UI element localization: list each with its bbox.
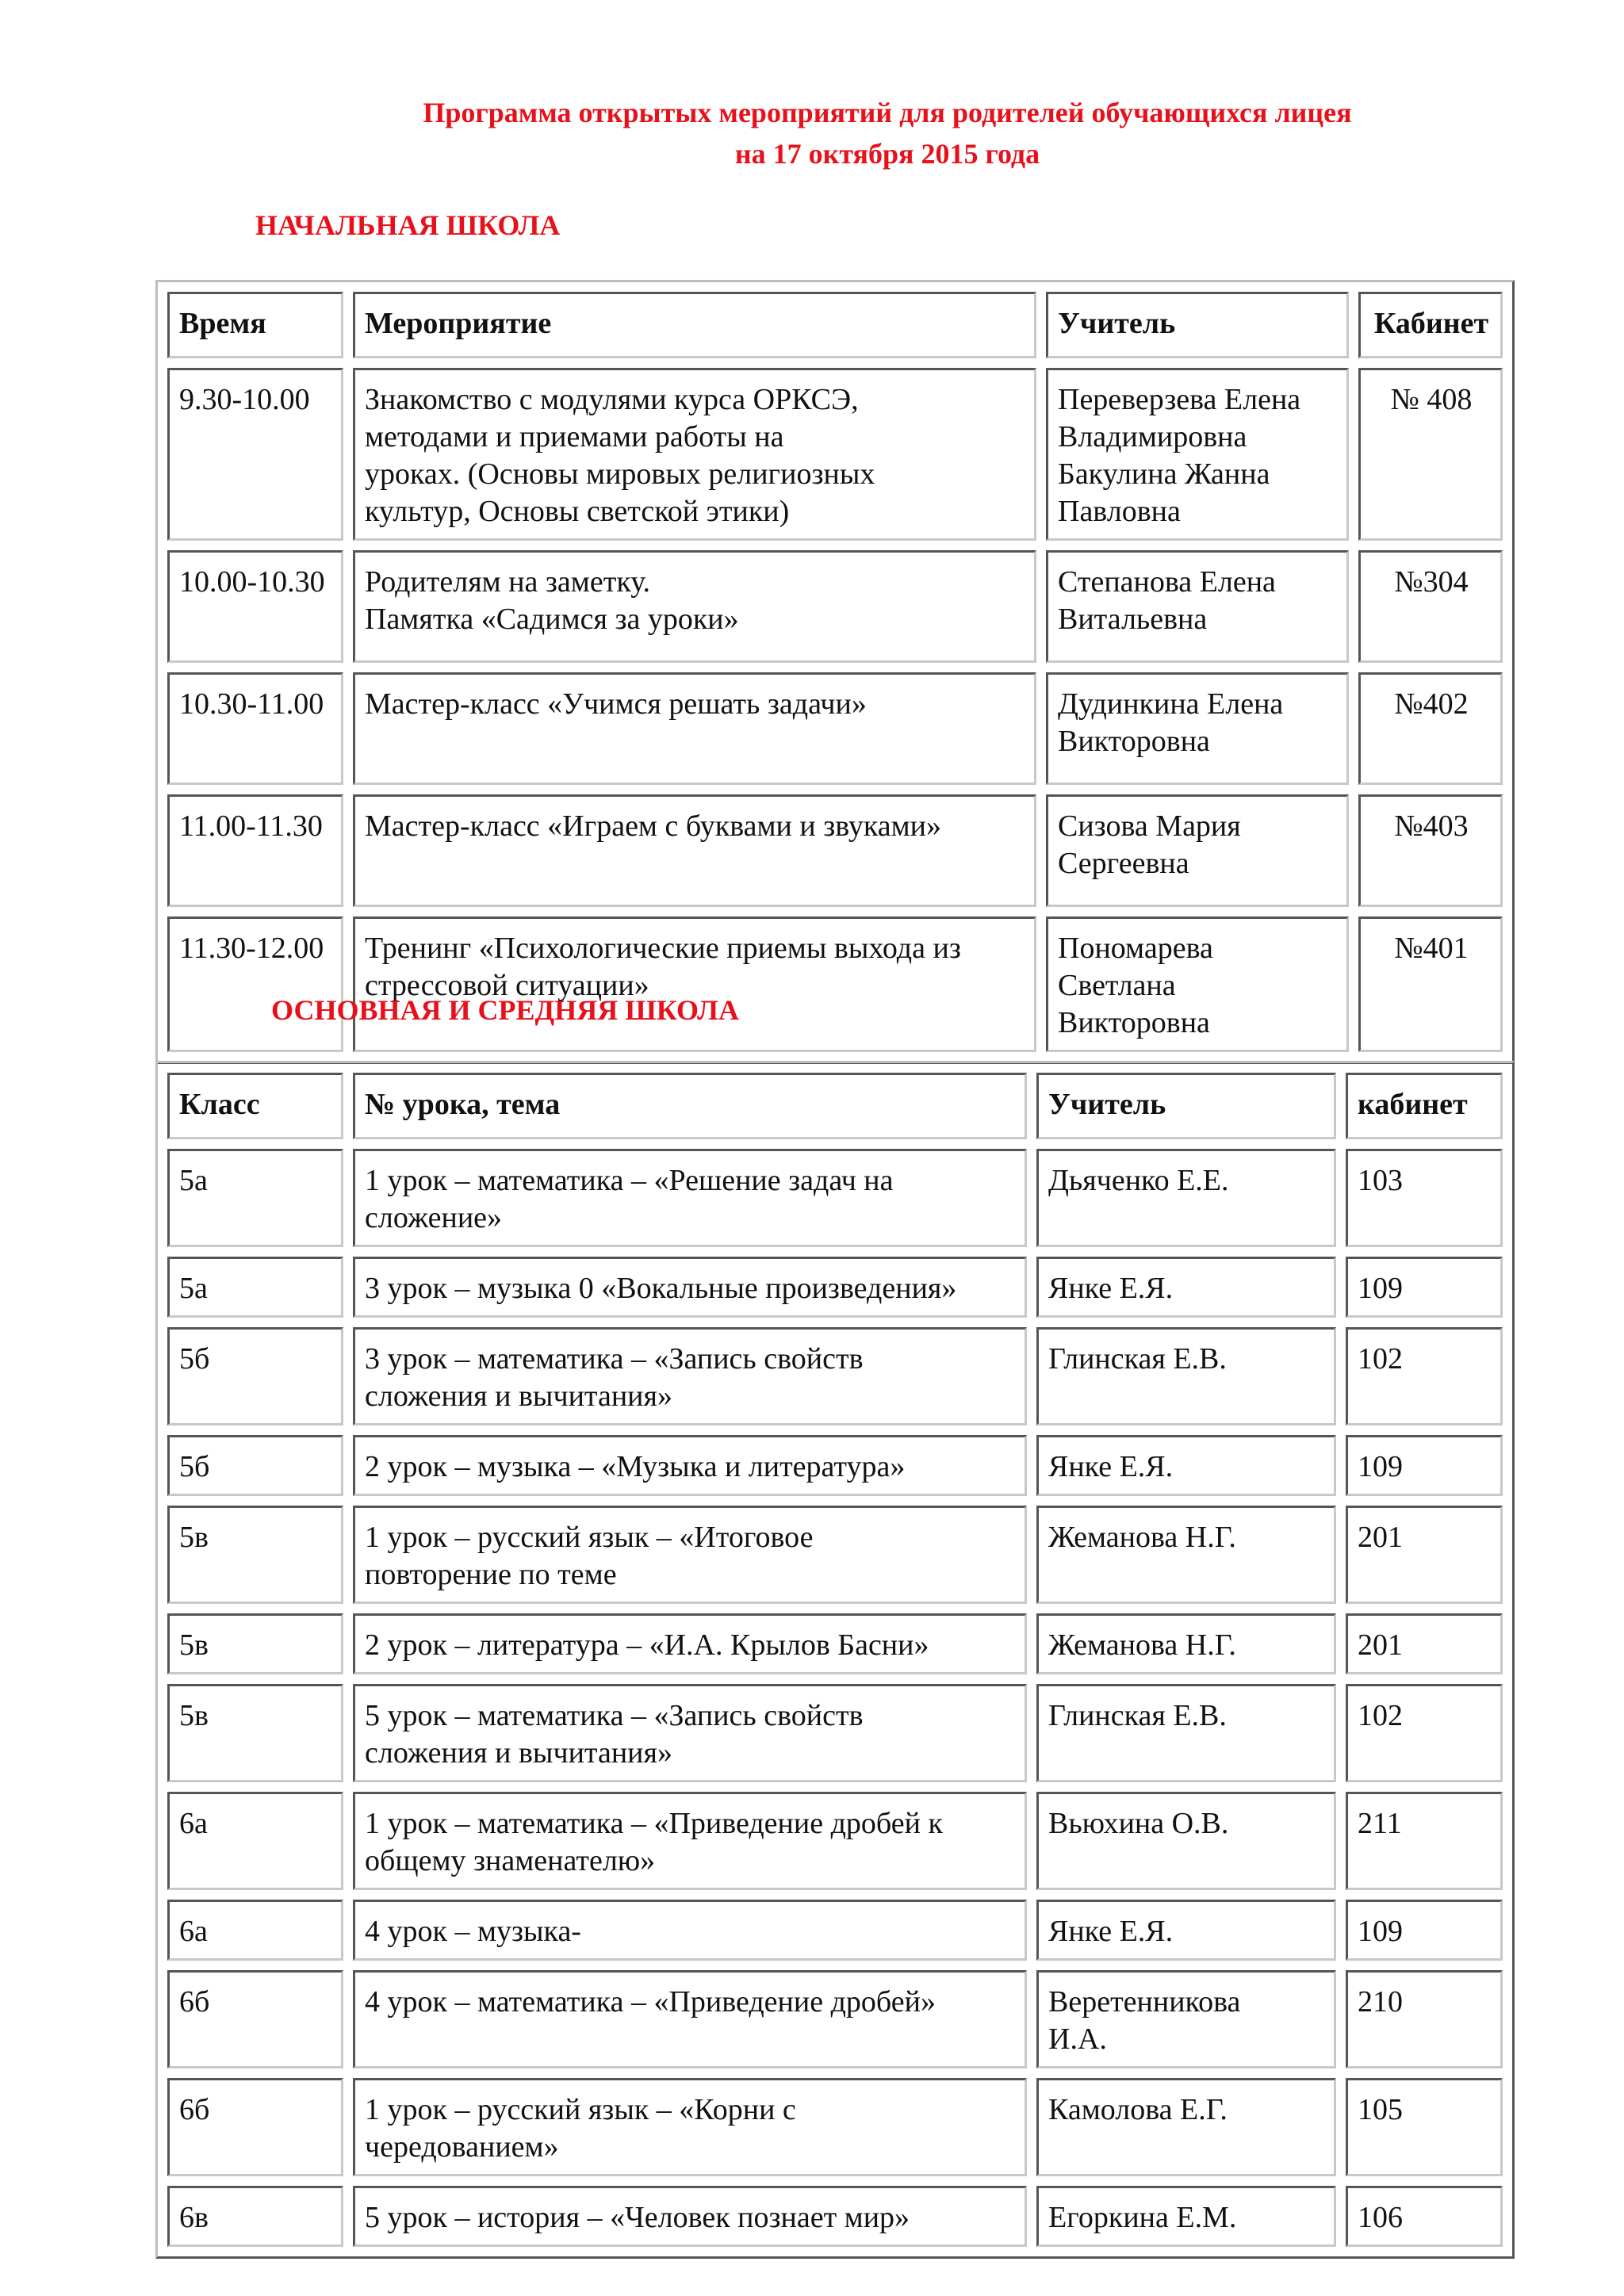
event-cell-line: Тренинг «Психологические приемы выхода из bbox=[365, 932, 961, 965]
topic-cell-line: 5 урок – история – «Человек познает мир» bbox=[365, 2201, 910, 2234]
topic-cell-line: 1 урок – русский язык – «Корни с bbox=[365, 2093, 796, 2126]
table-row bbox=[167, 916, 1503, 1052]
teacher-cell-line: Викторовна bbox=[1058, 725, 1210, 758]
class-cell: 5б bbox=[167, 1435, 343, 1496]
teacher-cell-line: Витальевна bbox=[1058, 603, 1208, 636]
topic-cell-line: 1 урок – математика – «Приведение дробей к bbox=[365, 1807, 943, 1840]
event-cell-line: стрессовой ситуации» bbox=[365, 969, 649, 1002]
secondary-school-table bbox=[155, 1061, 1515, 2259]
table-row bbox=[167, 1613, 1503, 1674]
column-header-room: Кабинет bbox=[1358, 292, 1503, 358]
class-cell: 6в bbox=[167, 2186, 343, 2247]
event-cell bbox=[353, 368, 1036, 541]
table-row bbox=[167, 1792, 1503, 1890]
topic-cell bbox=[353, 1613, 1027, 1674]
event-cell bbox=[353, 916, 1036, 1052]
class-cell: 5а bbox=[167, 1257, 343, 1318]
topic-cell-line: 2 урок – музыка – «Музыка и литература» bbox=[365, 1450, 906, 1483]
teacher-cell-line: Жеманова Н.Г. bbox=[1048, 1628, 1236, 1662]
table-row bbox=[167, 1257, 1503, 1318]
topic-cell bbox=[353, 2078, 1027, 2176]
teacher-cell bbox=[1036, 1900, 1336, 1961]
document-title bbox=[0, 92, 1624, 174]
table-row bbox=[167, 1684, 1503, 1782]
teacher-cell-line: Вьюхина О.В. bbox=[1048, 1807, 1229, 1840]
topic-cell-line: 1 урок – математика – «Решение задач на bbox=[365, 1164, 894, 1197]
teacher-cell bbox=[1046, 550, 1349, 663]
table-row bbox=[167, 1900, 1503, 1961]
topic-cell bbox=[353, 1327, 1027, 1425]
topic-cell-line: сложения и вычитания» bbox=[365, 1380, 672, 1413]
teacher-cell-line: Янке Е.Я. bbox=[1048, 1450, 1174, 1483]
event-cell bbox=[353, 672, 1036, 785]
time-cell: 11.30-12.00 bbox=[167, 916, 343, 1052]
teacher-cell bbox=[1036, 1613, 1336, 1674]
room-cell: 102 bbox=[1346, 1327, 1503, 1425]
table-row bbox=[167, 1970, 1503, 2068]
teacher-cell bbox=[1036, 1792, 1336, 1890]
table-header-row bbox=[167, 292, 1503, 358]
teacher-cell bbox=[1046, 794, 1349, 907]
class-cell: 5б bbox=[167, 1327, 343, 1425]
topic-cell-line: 3 урок – математика – «Запись свойств bbox=[365, 1342, 864, 1376]
teacher-cell bbox=[1036, 1970, 1336, 2068]
room-cell: 105 bbox=[1346, 2078, 1503, 2176]
topic-cell bbox=[353, 1149, 1027, 1247]
teacher-cell-line: Переверзева Елена bbox=[1058, 383, 1301, 416]
room-cell: 109 bbox=[1346, 1257, 1503, 1318]
table-row bbox=[167, 2078, 1503, 2176]
column-header-teacher: Учитель bbox=[1046, 292, 1349, 358]
time-cell: 10.00-10.30 bbox=[167, 550, 343, 663]
table-row bbox=[167, 1327, 1503, 1425]
teacher-cell bbox=[1036, 1257, 1336, 1318]
event-cell bbox=[353, 550, 1036, 663]
teacher-cell-line: Веретенникова bbox=[1048, 1985, 1241, 2019]
teacher-cell-line: Дудинкина Елена bbox=[1058, 687, 1284, 721]
event-cell-line: культур, Основы светской этики) bbox=[365, 495, 790, 528]
topic-cell bbox=[353, 1257, 1027, 1318]
section-heading-secondary-school: ОСНОВНАЯ И СРЕДНЯЯ ШКОЛА bbox=[271, 994, 739, 1026]
column-header-event: Мероприятие bbox=[353, 292, 1036, 358]
table-row bbox=[167, 1149, 1503, 1247]
table-header-row bbox=[167, 1073, 1503, 1139]
room-cell: 102 bbox=[1346, 1684, 1503, 1782]
document-title-line-2: на 17 октября 2015 года bbox=[734, 138, 1040, 170]
teacher-cell-line: Сизова Мария bbox=[1058, 809, 1241, 843]
topic-cell-line: 1 урок – русский язык – «Итоговое bbox=[365, 1521, 814, 1554]
room-cell: 211 bbox=[1346, 1792, 1503, 1890]
room-cell: 109 bbox=[1346, 1900, 1503, 1961]
class-cell: 5в bbox=[167, 1613, 343, 1674]
teacher-cell-line: Глинская Е.В. bbox=[1048, 1342, 1227, 1376]
topic-cell-line: 4 урок – музыка- bbox=[365, 1915, 581, 1948]
teacher-cell bbox=[1036, 1435, 1336, 1496]
column-header-class: Класс bbox=[167, 1073, 343, 1139]
teacher-cell-line: Янке Е.Я. bbox=[1048, 1915, 1174, 1948]
teacher-cell-line: Павловна bbox=[1058, 495, 1181, 528]
teacher-cell-line: Камолова Е.Г. bbox=[1048, 2093, 1228, 2126]
topic-cell-line: 4 урок – математика – «Приведение дробей» bbox=[365, 1985, 936, 2019]
topic-cell-line: 3 урок – музыка 0 «Вокальные произведения» bbox=[365, 1272, 957, 1305]
table-row bbox=[167, 1506, 1503, 1604]
class-cell: 6а bbox=[167, 1900, 343, 1961]
event-cell-line: Мастер-класс «Играем с буквами и звуками» bbox=[365, 809, 942, 843]
teacher-cell-line: Бакулина Жанна bbox=[1058, 457, 1270, 491]
topic-cell bbox=[353, 1435, 1027, 1496]
teacher-cell-line: Янке Е.Я. bbox=[1048, 1272, 1174, 1305]
room-cell: 201 bbox=[1346, 1613, 1503, 1674]
table-row bbox=[167, 672, 1503, 785]
teacher-cell bbox=[1046, 672, 1349, 785]
topic-cell bbox=[353, 2186, 1027, 2247]
topic-cell-line: повторение по теме bbox=[365, 1558, 617, 1591]
topic-cell bbox=[353, 1970, 1027, 2068]
teacher-cell bbox=[1036, 2186, 1336, 2247]
room-cell: №403 bbox=[1358, 794, 1503, 907]
event-cell-line: уроках. (Основы мировых религиозных bbox=[365, 457, 875, 491]
teacher-cell-line: И.А. bbox=[1048, 2022, 1107, 2056]
class-cell: 6б bbox=[167, 1970, 343, 2068]
teacher-cell-line: Глинская Е.В. bbox=[1048, 1699, 1227, 1732]
topic-cell bbox=[353, 1792, 1027, 1890]
topic-cell bbox=[353, 1684, 1027, 1782]
teacher-cell bbox=[1036, 1684, 1336, 1782]
document-title-line-1: Программа открытых мероприятий для родителей обучающихся лицея bbox=[423, 97, 1352, 128]
topic-cell-line: чередованием» bbox=[365, 2130, 559, 2164]
topic-cell-line: сложение» bbox=[365, 1201, 503, 1234]
column-header-time: Время bbox=[167, 292, 343, 358]
class-cell: 6а bbox=[167, 1792, 343, 1890]
section-heading-primary-school: НАЧАЛЬНАЯ ШКОЛА bbox=[255, 209, 561, 241]
teacher-cell-line: Дьяченко Е.Е. bbox=[1048, 1164, 1229, 1197]
primary-school-table-body bbox=[167, 368, 1503, 1052]
primary-school-table bbox=[155, 280, 1515, 1064]
teacher-cell-line: Егоркина Е.М. bbox=[1048, 2201, 1237, 2234]
event-cell-line: Знакомство с модулями курса ОРКСЭ, bbox=[365, 383, 859, 416]
room-cell: 201 bbox=[1346, 1506, 1503, 1604]
time-cell: 9.30-10.00 bbox=[167, 368, 343, 541]
column-header-teacher: Учитель bbox=[1036, 1073, 1336, 1139]
time-cell: 11.00-11.30 bbox=[167, 794, 343, 907]
room-cell: №402 bbox=[1358, 672, 1503, 785]
topic-cell-line: 5 урок – математика – «Запись свойств bbox=[365, 1699, 864, 1732]
teacher-cell-line: Пономарева bbox=[1058, 932, 1213, 965]
room-cell: 103 bbox=[1346, 1149, 1503, 1247]
teacher-cell-line: Владимировна bbox=[1058, 420, 1247, 453]
event-cell-line: методами и приемами работы на bbox=[365, 420, 784, 453]
event-cell-line: Мастер-класс «Учимся решать задачи» bbox=[365, 687, 867, 721]
room-cell: 109 bbox=[1346, 1435, 1503, 1496]
teacher-cell-line: Светлана bbox=[1058, 969, 1176, 1002]
column-header-lesson-topic: № урока, тема bbox=[353, 1073, 1027, 1139]
table-row bbox=[167, 2186, 1503, 2247]
teacher-cell bbox=[1036, 2078, 1336, 2176]
teacher-cell bbox=[1036, 1149, 1336, 1247]
teacher-cell bbox=[1046, 368, 1349, 541]
topic-cell bbox=[353, 1900, 1027, 1961]
class-cell: 5а bbox=[167, 1149, 343, 1247]
teacher-cell-line: Викторовна bbox=[1058, 1006, 1210, 1039]
room-cell: 106 bbox=[1346, 2186, 1503, 2247]
topic-cell-line: сложения и вычитания» bbox=[365, 1736, 672, 1770]
room-cell: №401 bbox=[1358, 916, 1503, 1052]
table-row bbox=[167, 1435, 1503, 1496]
room-cell: №304 bbox=[1358, 550, 1503, 663]
column-header-room: кабинет bbox=[1346, 1073, 1503, 1139]
table-row bbox=[167, 794, 1503, 907]
teacher-cell bbox=[1036, 1327, 1336, 1425]
topic-cell-line: 2 урок – литература – «И.А. Крылов Басни» bbox=[365, 1628, 929, 1662]
class-cell: 5в bbox=[167, 1506, 343, 1604]
time-cell: 10.30-11.00 bbox=[167, 672, 343, 785]
table-row bbox=[167, 550, 1503, 663]
event-cell-line: Памятка «Садимся за уроки» bbox=[365, 603, 739, 636]
teacher-cell bbox=[1046, 916, 1349, 1052]
class-cell: 5в bbox=[167, 1684, 343, 1782]
secondary-school-table-body bbox=[167, 1149, 1503, 2247]
table-row bbox=[167, 368, 1503, 541]
event-cell-line: Родителям на заметку. bbox=[365, 565, 650, 599]
teacher-cell bbox=[1036, 1506, 1336, 1604]
teacher-cell-line: Жеманова Н.Г. bbox=[1048, 1521, 1236, 1554]
teacher-cell-line: Степанова Елена bbox=[1058, 565, 1276, 599]
topic-cell bbox=[353, 1506, 1027, 1604]
class-cell: 6б bbox=[167, 2078, 343, 2176]
event-cell bbox=[353, 794, 1036, 907]
room-cell: 210 bbox=[1346, 1970, 1503, 2068]
teacher-cell-line: Сергеевна bbox=[1058, 847, 1189, 880]
room-cell: № 408 bbox=[1358, 368, 1503, 541]
topic-cell-line: общему знаменателю» bbox=[365, 1844, 656, 1877]
